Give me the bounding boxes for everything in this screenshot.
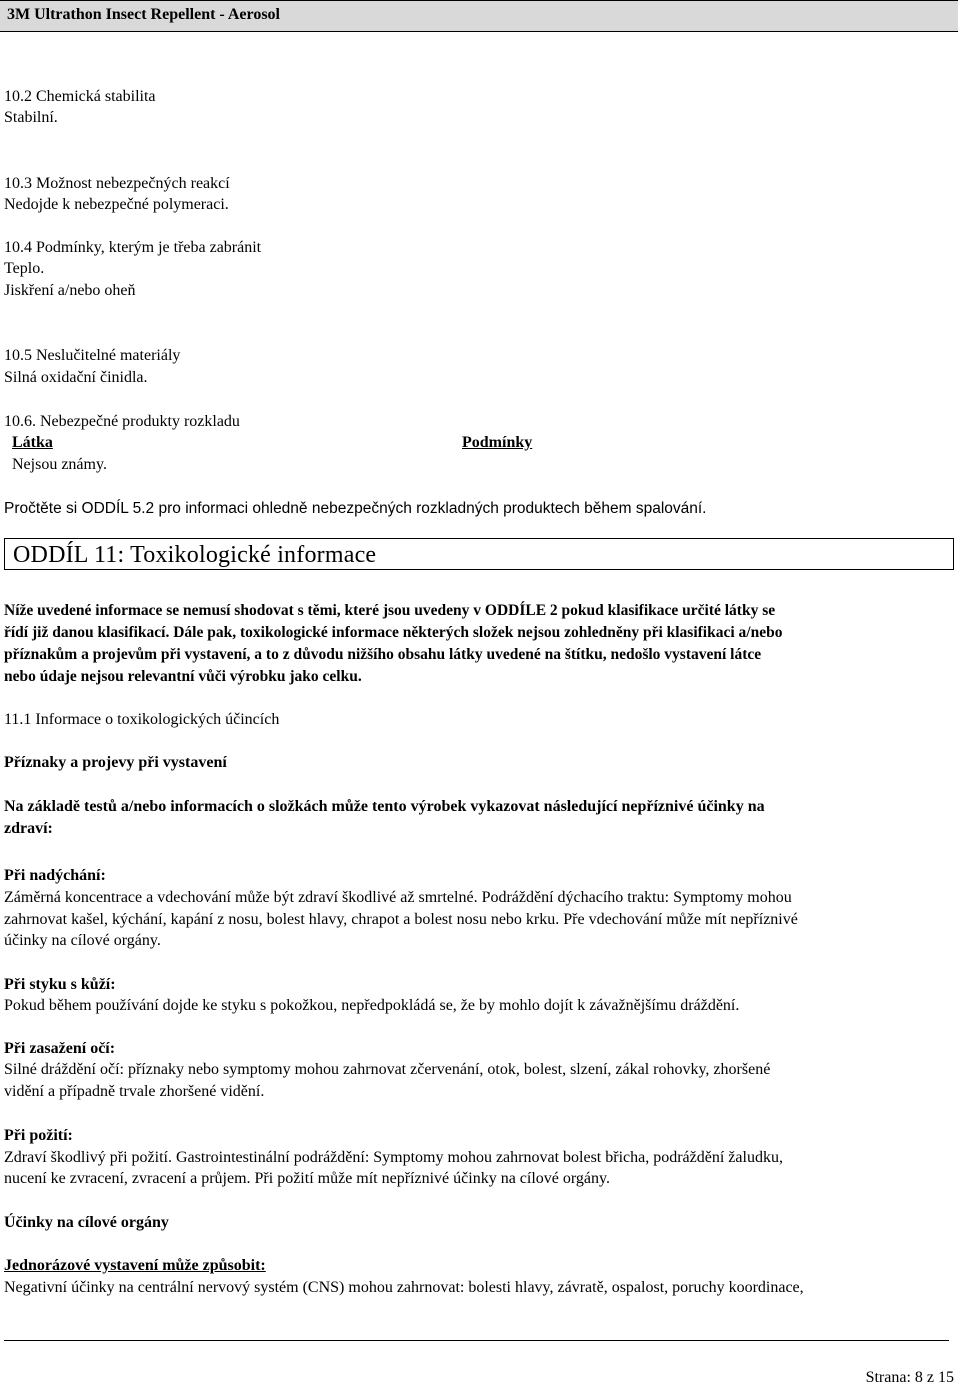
single-exposure-line-1: Negativní účinky na centrální nervový systém (CNS) mohou zahrnovat: bolesti hlavy, závratě, ospalost, poruchy koordinace, xyxy=(4,1279,804,1296)
inhalation-line-1: Záměrná koncentrace a vdechování může být zdraví škodlivé až smrtelné. Podráždění dýchacího traktu: Symptomy mohou xyxy=(4,889,792,906)
heading-10-6: 10.6. Nebezpečné produkty rozkladu xyxy=(4,413,240,430)
eye-heading: Při zasažení očí: xyxy=(4,1040,116,1057)
column-header-conditions: Podmínky xyxy=(462,434,533,451)
text-10-4-line1: Teplo. xyxy=(4,260,45,277)
ingestion-line-2: nucení ke zvracení, zvracení a průjem. Při požití může mít nepříznivé účinky na cílové orgány. xyxy=(4,1170,610,1187)
inhalation-line-3: účinky na cílové orgány. xyxy=(4,932,161,949)
page-number: Strana: 8 z 15 xyxy=(865,1369,954,1386)
ingestion-line-1: Zdraví škodlivý při požití. Gastrointestinální podráždění: Symptomy mohou zahrnovat bolest břicha, podráždění žaludku, xyxy=(4,1149,783,1166)
skin-line-1: Pokud během používání dojde ke styku s pokožkou, nepředpokládá se, že by mohlo dojít k závažnějšímu dráždění. xyxy=(4,997,740,1014)
section-11-title: ODDÍL 11: Toxikologické informace xyxy=(13,542,377,568)
skin-heading: Při styku s kůží: xyxy=(4,976,116,993)
heading-10-3: 10.3 Možnost nebezpečných reakcí xyxy=(4,175,230,192)
heading-10-5: 10.5 Neslučitelné materiály xyxy=(4,347,181,364)
intro-line-2: řídí již danou klasifikací. Dále pak, toxikologické informace některých složek nejsou zohledněny při klasifikaci a/nebo xyxy=(4,624,783,641)
symptoms-heading: Příznaky a projevy při vystavení xyxy=(4,754,227,771)
heading-11-1: 11.1 Informace o toxikologických účincích xyxy=(4,711,280,728)
intro-line-3: příznakům a projevům při vystavení, a to z důvodu nižšího obsahu látky uvedené na štítku, nedošlo vystavení látce xyxy=(4,646,762,663)
heading-10-4: 10.4 Podmínky, kterým je třeba zabránit xyxy=(4,239,262,256)
target-organs-heading: Účinky na cílové orgány xyxy=(4,1214,169,1231)
document-title: 3M Ultrathon Insect Repellent - Aerosol xyxy=(7,6,280,23)
inhalation-line-2: zahrnovat kašel, kýchání, kapání z nosu, bolest hlavy, chrapot a bolest nosu nebo krku. Pře vdechování může mít nepříznivé xyxy=(4,911,798,928)
single-exposure-heading: Jednorázové vystavení může způsobit: xyxy=(4,1257,266,1274)
eye-line-2: vidění a případně trvale zhoršené vidění. xyxy=(4,1083,265,1100)
intro-line-4: nebo údaje nejsou relevantní vůči výrobku jako celku. xyxy=(4,668,362,685)
inhalation-heading: Při nadýchání: xyxy=(4,867,106,884)
footer-divider xyxy=(4,1340,949,1341)
document-header xyxy=(0,0,958,32)
column-header-substance: Látka xyxy=(12,434,53,451)
eye-line-1: Silné dráždění očí: příznaky nebo symptomy mohou zahrnovat zčervenání, otok, bolest, slzení, zákal rohovky, zhoršené xyxy=(4,1061,771,1078)
substance-value: Nejsou známy. xyxy=(12,456,107,473)
heading-10-2: 10.2 Chemická stabilita xyxy=(4,88,156,105)
text-10-2: Stabilní. xyxy=(4,109,58,126)
basis-line-1: Na základě testů a/nebo informacích o složkách může tento výrobek vykazovat následující nepříznivé účinky na xyxy=(4,798,765,815)
basis-line-2: zdraví: xyxy=(4,820,53,837)
ingestion-heading: Při požití: xyxy=(4,1127,73,1144)
text-10-4-line2: Jiskření a/nebo oheň xyxy=(4,282,136,299)
intro-line-1: Níže uvedené informace se nemusí shodovat s těmi, které jsou uvedeny v ODDÍLE 2 pokud klasifikace určité látky se xyxy=(4,602,776,619)
text-10-5: Silná oxidační činidla. xyxy=(4,369,148,386)
text-10-3: Nedojde k nebezpečné polymeraci. xyxy=(4,196,229,213)
section-11-header xyxy=(4,538,954,570)
note-10-6: Pročtěte si ODDÍL 5.2 pro informaci ohledně nebezpečných rozkladných produktech během spalování. xyxy=(4,500,707,517)
